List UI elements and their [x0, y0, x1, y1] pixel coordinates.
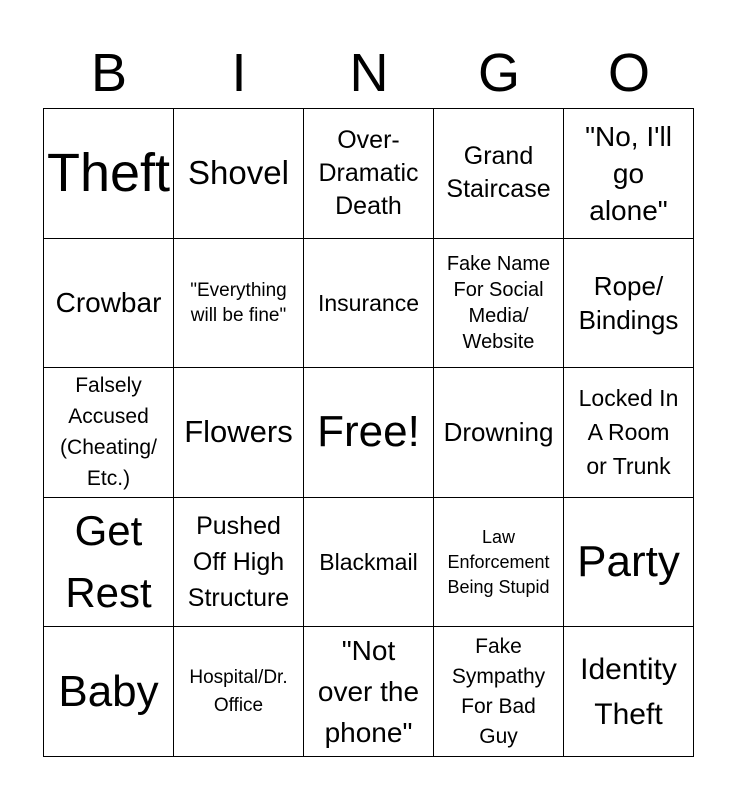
cell-text: Insurance — [317, 289, 419, 316]
cell-text: Flowers — [184, 414, 293, 450]
bingo-cell[interactable] — [174, 627, 304, 757]
cell-text: Rope/ Bindings — [578, 270, 679, 335]
bingo-cell[interactable] — [434, 239, 564, 369]
bingo-cell[interactable] — [434, 498, 564, 628]
bingo-cell[interactable] — [564, 109, 694, 239]
bingo-cell[interactable] — [434, 368, 564, 498]
bingo-cell[interactable] — [564, 368, 694, 498]
bingo-cell[interactable] — [564, 239, 694, 369]
cell-text: "No, I'll go alone" — [585, 120, 672, 226]
cell-text: "Not over the phone" — [317, 635, 420, 749]
bingo-cell[interactable] — [44, 239, 174, 369]
cell-text: Locked In A Room or Trunk — [578, 385, 679, 480]
cell-text: Get Rest — [65, 507, 152, 617]
cell-text: Grand Staircase — [446, 142, 551, 204]
cell-text: Fake Sympathy For Bad Guy — [451, 634, 546, 748]
cell-text: Pushed Off High Structure — [187, 512, 290, 613]
bingo-cell[interactable] — [564, 627, 694, 757]
cell-text: "Everything will be fine" — [190, 279, 287, 326]
bingo-cell[interactable] — [174, 239, 304, 369]
cell-text: Law Enforcement Being Stupid — [447, 526, 550, 597]
bingo-cell[interactable] — [44, 498, 174, 628]
cell-text: Blackmail — [319, 549, 418, 576]
bingo-cell[interactable] — [304, 109, 434, 239]
bingo-cell[interactable] — [174, 368, 304, 498]
cell-text: Identity Theft — [580, 652, 677, 731]
bingo-cell[interactable] — [304, 368, 434, 498]
bingo-cell[interactable] — [304, 239, 434, 369]
bingo-cell[interactable] — [174, 109, 304, 239]
bingo-cell[interactable] — [434, 627, 564, 757]
cell-text: Drowning — [443, 417, 554, 448]
cell-text: Over- Dramatic Death — [318, 125, 419, 220]
cell-text: Falsely Accused (Cheating/ Etc.) — [60, 374, 157, 491]
bingo-header — [44, 40, 694, 106]
bingo-cell[interactable] — [434, 109, 564, 239]
cell-text: Hospital/Dr. Office — [189, 666, 288, 716]
header-letter-n: N — [349, 43, 389, 103]
bingo-cell[interactable] — [564, 498, 694, 628]
cell-text: Crowbar — [55, 287, 162, 319]
bingo-board — [43, 108, 694, 757]
cell-text: Shovel — [188, 154, 289, 192]
bingo-cell[interactable] — [304, 627, 434, 757]
header-letter-o: O — [607, 43, 650, 103]
bingo-cell[interactable] — [304, 498, 434, 628]
bingo-cell[interactable] — [174, 498, 304, 628]
cell-text: Theft — [46, 143, 171, 204]
header-letter-g: G — [477, 43, 520, 103]
bingo-cell[interactable] — [44, 627, 174, 757]
cell-text: Free! — [317, 407, 420, 457]
cell-text: Party — [577, 537, 680, 587]
cell-text: Fake Name For Social Media/ Website — [446, 252, 551, 353]
header-letter-b: B — [90, 43, 128, 103]
bingo-cell[interactable] — [44, 368, 174, 498]
cell-text: Baby — [58, 666, 159, 716]
header-letter-i: I — [231, 43, 247, 103]
bingo-cell[interactable] — [44, 109, 174, 239]
